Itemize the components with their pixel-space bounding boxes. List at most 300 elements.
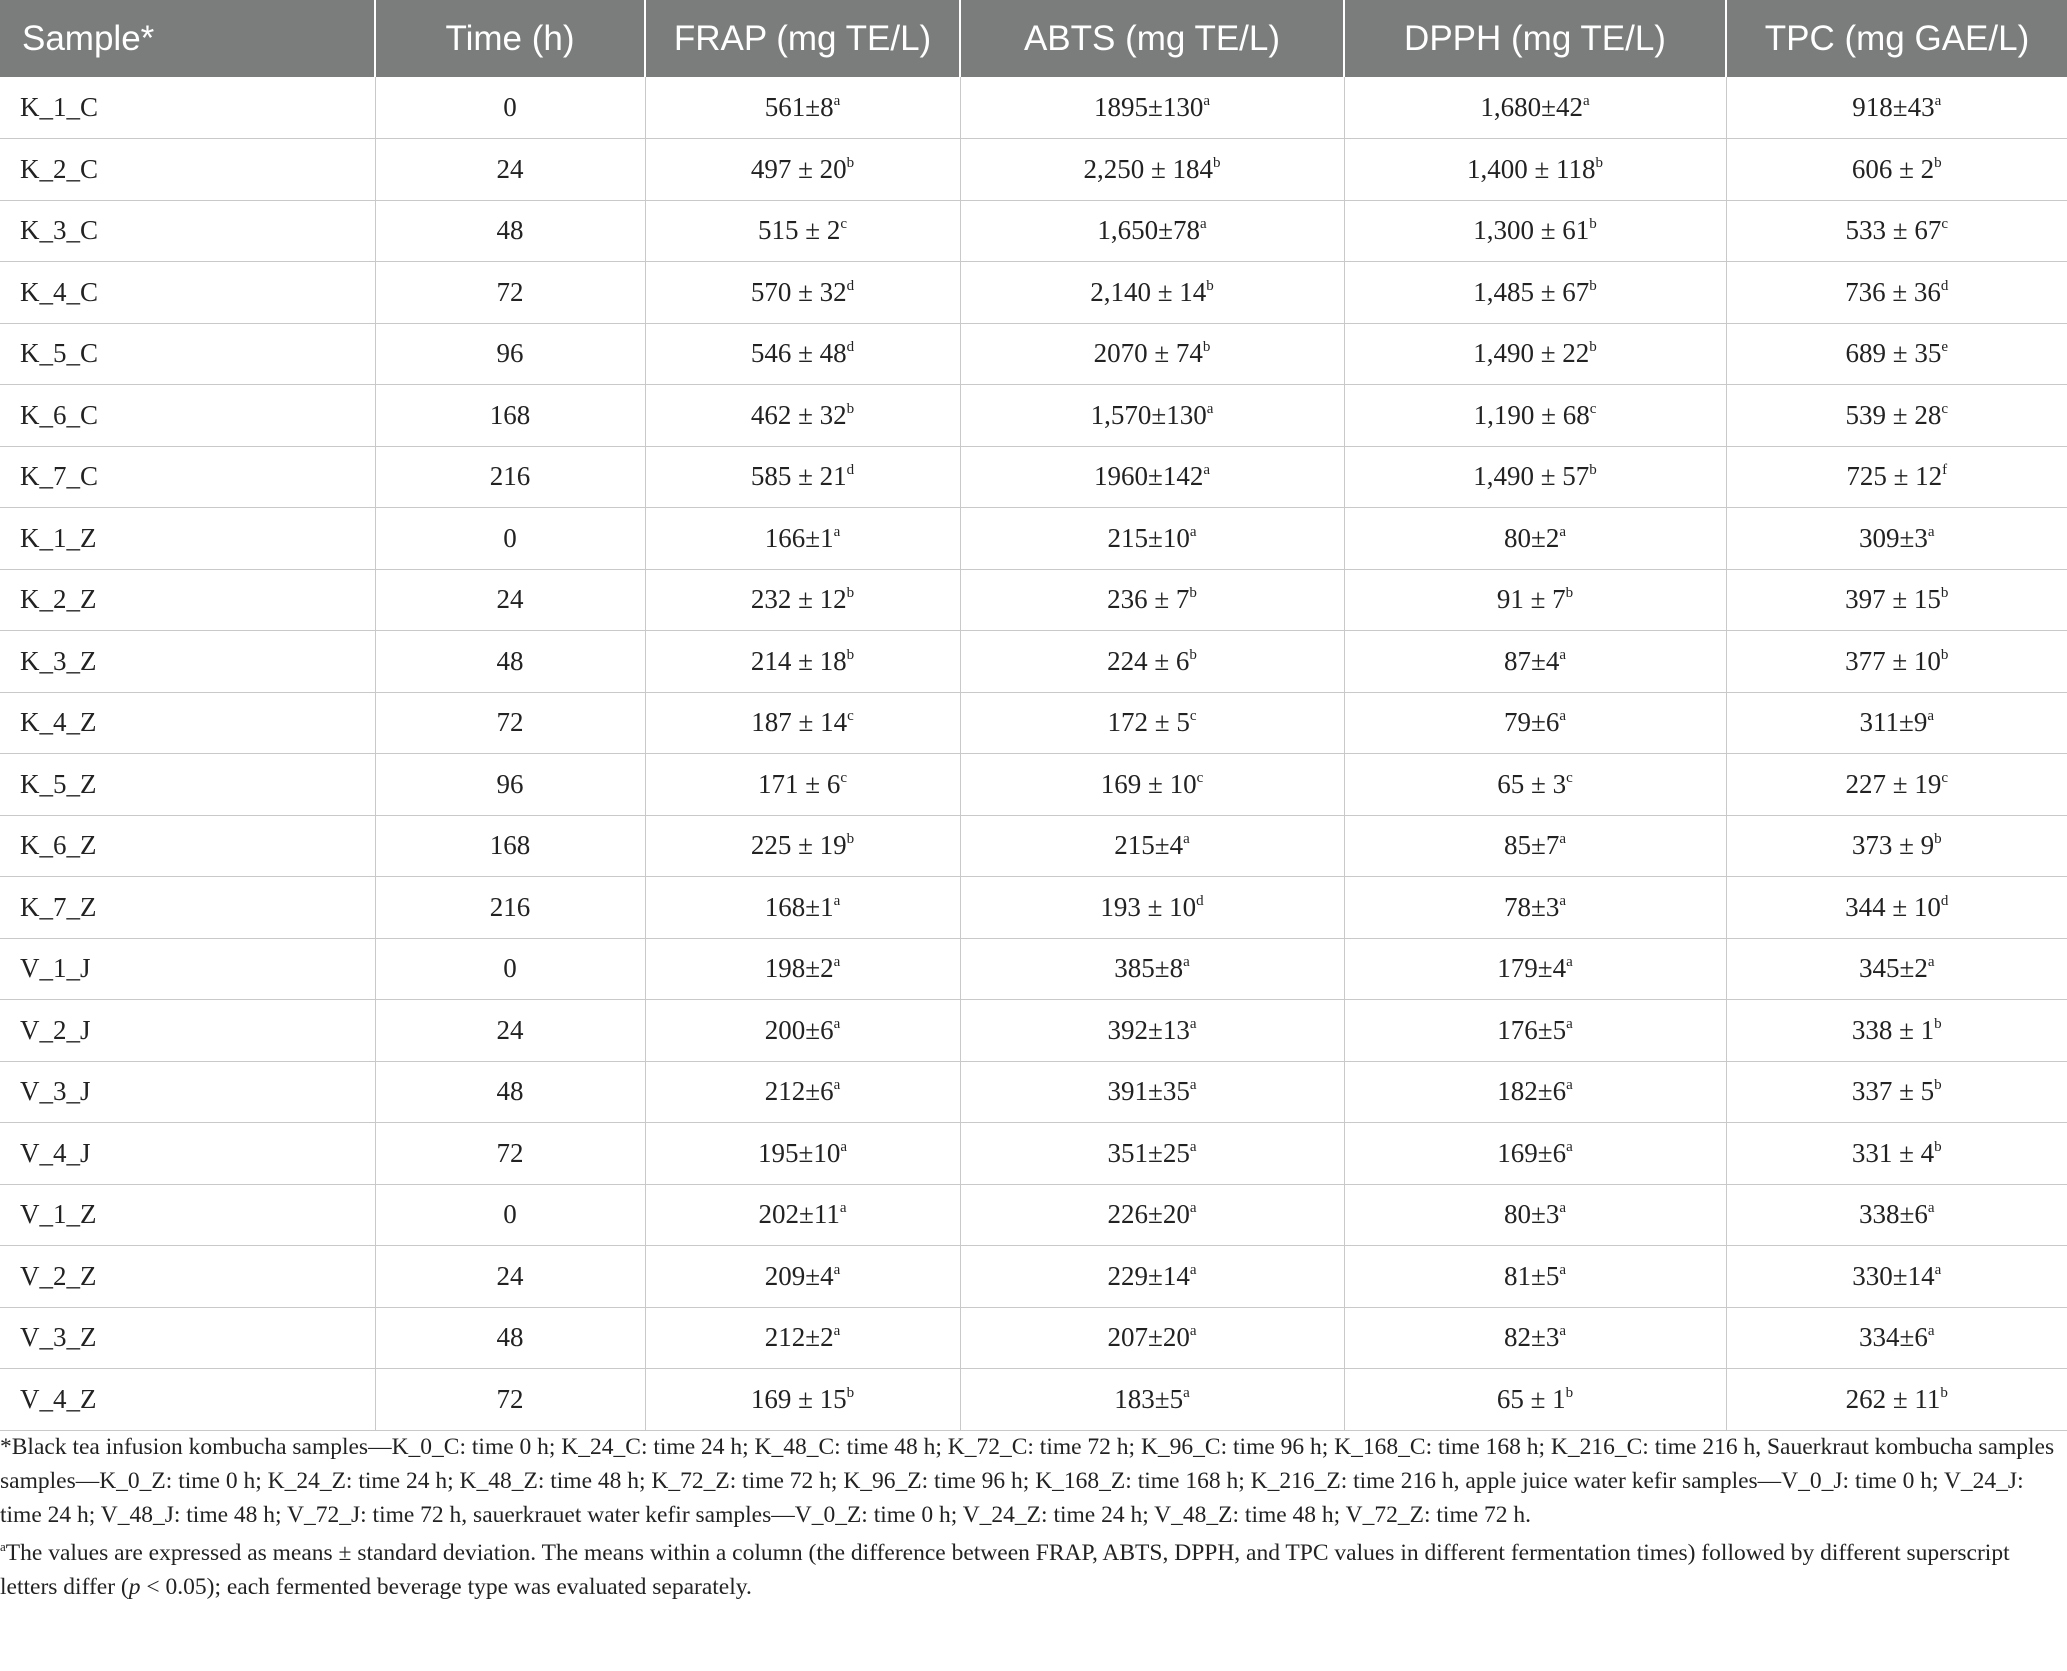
cell-superscript: b	[1202, 339, 1211, 356]
cell-value: 82±3	[1504, 1322, 1560, 1353]
cell-abts	[960, 692, 1344, 754]
cell-value: 2,140 ± 14	[1090, 276, 1207, 307]
cell-superscript: b	[846, 154, 855, 171]
cell-dpph	[1344, 815, 1726, 877]
cell-dpph	[1344, 1369, 1726, 1431]
cell-dpph	[1344, 877, 1726, 939]
cell-value: 570 ± 32	[750, 276, 847, 307]
cell-value: 1,400 ± 118	[1466, 153, 1596, 184]
cell-tpc	[1726, 446, 2067, 508]
cell-superscript: c	[847, 708, 854, 725]
cell-abts	[960, 385, 1344, 447]
cell-superscript: c	[1196, 769, 1204, 786]
cell-value: 392±13	[1107, 1014, 1190, 1045]
cell-superscript: a	[1189, 1138, 1197, 1155]
cell-sample: V_2_J	[0, 1000, 375, 1062]
cell-value: 209±4	[764, 1260, 834, 1291]
cell-superscript: c	[840, 216, 847, 233]
table-row	[0, 692, 2067, 754]
cell-superscript: a	[1566, 1138, 1573, 1155]
footnote-text-b: < 0.05); each fermented beverage type was evaluated separately.	[140, 1574, 752, 1600]
footnote-statistics	[0, 1536, 2055, 1604]
cell-value: 227 ± 19	[1845, 768, 1942, 799]
cell-value: 515 ± 2	[758, 215, 841, 246]
cell-dpph	[1344, 1307, 1726, 1369]
cell-tpc	[1726, 938, 2067, 1000]
cell-sample: V_3_Z	[0, 1307, 375, 1369]
cell-sample: V_1_J	[0, 938, 375, 1000]
cell-dpph	[1344, 1246, 1726, 1308]
cell-tpc	[1726, 1123, 2067, 1185]
table-row	[0, 1061, 2067, 1123]
cell-tpc	[1726, 1184, 2067, 1246]
cell-superscript: b	[1213, 154, 1221, 171]
cell-superscript: f	[1942, 462, 1948, 479]
cell-abts	[960, 1369, 1344, 1431]
cell-superscript: b	[1940, 585, 1949, 602]
cell-value: 224 ± 6	[1107, 645, 1190, 676]
cell-superscript: a	[1189, 1261, 1197, 1278]
cell-value: 79±6	[1504, 707, 1560, 738]
cell-superscript: b	[1934, 1138, 1942, 1155]
table-row	[0, 139, 2067, 201]
cell-superscript: a	[1189, 523, 1197, 540]
cell-tpc	[1726, 692, 2067, 754]
cell-value: 78±3	[1504, 891, 1560, 922]
cell-superscript: b	[846, 400, 855, 417]
cell-superscript: a	[833, 892, 841, 909]
cell-frap	[645, 1000, 960, 1062]
cell-tpc	[1726, 262, 2067, 324]
cell-abts	[960, 1246, 1344, 1308]
cell-value: 215±10	[1107, 522, 1190, 553]
cell-time: 48	[375, 631, 645, 693]
cell-value: 1,490 ± 22	[1473, 338, 1590, 369]
table-header	[0, 0, 2067, 77]
table-row	[0, 569, 2067, 631]
cell-value: 351±25	[1107, 1137, 1190, 1168]
cell-value: 236 ± 7	[1107, 584, 1190, 615]
cell-value: 229±14	[1107, 1260, 1190, 1291]
cell-value: 385±8	[1114, 953, 1184, 984]
cell-time: 168	[375, 385, 645, 447]
cell-frap	[645, 385, 960, 447]
table-row	[0, 385, 2067, 447]
cell-value: 689 ± 35	[1845, 338, 1942, 369]
cell-superscript: a	[1183, 1384, 1190, 1401]
cell-superscript: a	[1183, 831, 1190, 848]
cell-superscript: a	[833, 1077, 841, 1094]
cell-abts	[960, 1000, 1344, 1062]
cell-value: 539 ± 28	[1845, 399, 1942, 430]
header-frap: FRAP (mg TE/L)	[645, 0, 960, 77]
cell-value: 166±1	[764, 522, 834, 553]
cell-value: 334±6	[1859, 1322, 1928, 1353]
cell-value: 462 ± 32	[750, 399, 847, 430]
table-row	[0, 631, 2067, 693]
cell-tpc	[1726, 815, 2067, 877]
cell-value: 171 ± 6	[758, 768, 841, 799]
cell-sample: K_3_Z	[0, 631, 375, 693]
cell-frap	[645, 508, 960, 570]
cell-superscript: a	[1559, 892, 1566, 909]
cell-value: 215±4	[1114, 830, 1184, 861]
table-row	[0, 508, 2067, 570]
header-row	[0, 0, 2067, 77]
cell-superscript: a	[840, 1138, 847, 1155]
cell-superscript: a	[833, 1261, 841, 1278]
cell-superscript: a	[1559, 1323, 1566, 1340]
cell-value: 202±11	[758, 1199, 840, 1230]
cell-value: 169±6	[1497, 1137, 1567, 1168]
cell-value: 918±43	[1852, 92, 1935, 122]
cell-superscript: b	[1565, 585, 1574, 602]
table-row	[0, 200, 2067, 262]
cell-abts	[960, 508, 1344, 570]
cell-superscript: a	[1189, 1200, 1197, 1217]
cell-tpc	[1726, 877, 2067, 939]
cell-superscript: a	[1559, 1261, 1566, 1278]
cell-sample: K_6_Z	[0, 815, 375, 877]
cell-sample: K_5_Z	[0, 754, 375, 816]
cell-sample: V_3_J	[0, 1061, 375, 1123]
cell-superscript: a	[1927, 1200, 1935, 1217]
cell-dpph	[1344, 569, 1726, 631]
cell-superscript: a	[1206, 400, 1214, 417]
table-row	[0, 1123, 2067, 1185]
cell-abts	[960, 200, 1344, 262]
header-tpc: TPC (mg GAE/L)	[1764, 18, 2030, 58]
cell-value: 262 ± 11	[1845, 1383, 1941, 1414]
cell-value: 1,190 ± 68	[1473, 399, 1590, 430]
cell-superscript: b	[1940, 646, 1949, 663]
cell-tpc	[1726, 1000, 2067, 1062]
cell-frap	[645, 877, 960, 939]
cell-time: 96	[375, 754, 645, 816]
cell-superscript: a	[1934, 1261, 1942, 1278]
cell-value: 182±6	[1497, 1076, 1567, 1107]
cell-value: 65 ± 3	[1497, 768, 1567, 799]
header-dpph: DPPH (mg TE/L)	[1344, 0, 1726, 77]
cell-value: 214 ± 18	[750, 645, 847, 676]
cell-frap	[645, 1307, 960, 1369]
header-time: Time (h)	[375, 0, 645, 77]
cell-sample: K_2_C	[0, 139, 375, 201]
cell-superscript: a	[1566, 1015, 1573, 1032]
cell-superscript: a	[1189, 1323, 1197, 1340]
cell-value: 373 ± 9	[1851, 830, 1935, 861]
cell-superscript: a	[1927, 1323, 1935, 1340]
cell-value: 1895±130	[1094, 92, 1204, 122]
cell-value: 169 ± 10	[1100, 768, 1197, 799]
cell-superscript: b	[1934, 1015, 1942, 1032]
cell-sample: K_5_C	[0, 323, 375, 385]
cell-frap	[645, 446, 960, 508]
cell-abts	[960, 754, 1344, 816]
cell-dpph	[1344, 508, 1726, 570]
cell-abts	[960, 1184, 1344, 1246]
cell-superscript: b	[846, 831, 855, 848]
cell-value: 338 ± 1	[1851, 1014, 1935, 1045]
cell-tpc	[1726, 323, 2067, 385]
cell-value: 1,680±42	[1480, 92, 1583, 122]
footnote-marker: a	[0, 1539, 6, 1554]
cell-superscript: c	[1941, 400, 1948, 417]
cell-tpc	[1726, 631, 2067, 693]
cell-superscript: b	[846, 1384, 855, 1401]
cell-superscript: a	[1199, 216, 1207, 233]
cell-abts	[960, 446, 1344, 508]
cell-value: 200±6	[764, 1014, 834, 1045]
table-row	[0, 262, 2067, 324]
cell-value: 87±4	[1504, 645, 1560, 676]
cell-value: 176±5	[1497, 1014, 1567, 1045]
cell-superscript: b	[1206, 277, 1214, 294]
cell-value: 561±8	[764, 92, 834, 122]
cell-tpc	[1726, 1061, 2067, 1123]
cell-sample: V_4_Z	[0, 1369, 375, 1431]
cell-dpph	[1344, 77, 1726, 139]
cell-superscript: c	[1566, 769, 1573, 786]
cell-time: 72	[375, 1369, 645, 1431]
cell-time: 24	[375, 139, 645, 201]
cell-value: 212±6	[764, 1076, 834, 1107]
cell-value: 533 ± 67	[1845, 215, 1942, 246]
cell-time: 72	[375, 692, 645, 754]
cell-frap	[645, 569, 960, 631]
cell-tpc	[1726, 508, 2067, 570]
cell-value: 207±20	[1107, 1322, 1190, 1353]
cell-dpph	[1344, 1061, 1726, 1123]
cell-value: 337 ± 5	[1851, 1076, 1935, 1107]
cell-frap	[645, 1123, 960, 1185]
cell-frap	[645, 1246, 960, 1308]
cell-abts	[960, 262, 1344, 324]
cell-superscript: a	[1927, 523, 1935, 540]
cell-value: 338±6	[1859, 1199, 1928, 1230]
cell-superscript: d	[846, 339, 855, 356]
cell-superscript: a	[1559, 831, 1566, 848]
cell-superscript: c	[1189, 708, 1197, 725]
cell-abts	[960, 938, 1344, 1000]
cell-frap	[645, 262, 960, 324]
cell-sample: V_2_Z	[0, 1246, 375, 1308]
cell-frap	[645, 1061, 960, 1123]
cell-superscript: b	[1589, 216, 1597, 233]
table-row	[0, 1369, 2067, 1431]
cell-value: 183±5	[1114, 1383, 1184, 1414]
cell-value: 606 ± 2	[1851, 153, 1935, 184]
cell-superscript: a	[1582, 93, 1590, 109]
cell-value: 345±2	[1859, 953, 1928, 984]
header-sample: Sample*	[0, 0, 375, 77]
table-row	[0, 323, 2067, 385]
cell-value: 391±35	[1107, 1076, 1190, 1107]
cell-superscript: a	[1559, 1200, 1566, 1217]
cell-value: 2070 ± 74	[1093, 338, 1203, 369]
cell-superscript: c	[1941, 216, 1948, 233]
cell-abts	[960, 569, 1344, 631]
cell-abts	[960, 323, 1344, 385]
cell-superscript: a	[839, 1200, 847, 1217]
cell-sample: K_2_Z	[0, 569, 375, 631]
cell-superscript: a	[1559, 646, 1566, 663]
cell-value: 80±2	[1504, 522, 1560, 553]
cell-superscript: d	[1940, 277, 1949, 294]
cell-superscript: d	[846, 277, 855, 294]
cell-superscript: a	[833, 523, 841, 540]
cell-frap	[645, 1184, 960, 1246]
cell-sample: V_4_J	[0, 1123, 375, 1185]
cell-superscript: e	[1941, 339, 1948, 356]
cell-superscript: a	[1203, 462, 1210, 479]
cell-superscript: c	[840, 769, 847, 786]
cell-superscript: a	[1183, 954, 1190, 971]
cell-superscript: d	[1196, 892, 1204, 909]
cell-dpph	[1344, 323, 1726, 385]
cell-abts	[960, 139, 1344, 201]
cell-superscript: b	[1934, 154, 1942, 171]
cell-sample: K_3_C	[0, 200, 375, 262]
cell-abts	[960, 631, 1344, 693]
cell-tpc	[1726, 139, 2067, 201]
cell-value: 168±1	[764, 891, 834, 922]
cell-time: 0	[375, 77, 645, 139]
cell-time: 48	[375, 200, 645, 262]
cell-time: 96	[375, 323, 645, 385]
cell-value: 1960±142	[1094, 461, 1204, 492]
cell-frap	[645, 692, 960, 754]
cell-sample: K_4_C	[0, 262, 375, 324]
cell-dpph	[1344, 938, 1726, 1000]
cell-frap	[645, 815, 960, 877]
cell-tpc	[1726, 385, 2067, 447]
table-body	[0, 77, 2067, 1430]
cell-dpph	[1344, 1184, 1726, 1246]
cell-superscript: b	[846, 646, 855, 663]
cell-tpc	[1726, 77, 2067, 139]
cell-superscript: b	[1589, 339, 1597, 356]
cell-value: 193 ± 10	[1100, 891, 1197, 922]
cell-tpc	[1726, 1307, 2067, 1369]
cell-superscript: b	[1565, 1384, 1574, 1401]
cell-value: 65 ± 1	[1496, 1383, 1566, 1414]
cell-superscript: a	[833, 93, 841, 109]
cell-time: 48	[375, 1307, 645, 1369]
cell-dpph	[1344, 385, 1726, 447]
footnotes	[0, 1430, 2055, 1608]
cell-frap	[645, 77, 960, 139]
cell-value: 91 ± 7	[1496, 584, 1566, 615]
cell-sample: K_4_Z	[0, 692, 375, 754]
cell-sample: V_1_Z	[0, 1184, 375, 1246]
cell-frap	[645, 938, 960, 1000]
cell-superscript: b	[1934, 1077, 1942, 1094]
cell-time: 24	[375, 1246, 645, 1308]
cell-value: 1,300 ± 61	[1473, 215, 1590, 246]
cell-sample: K_7_C	[0, 446, 375, 508]
table-row	[0, 77, 2067, 139]
cell-abts	[960, 77, 1344, 139]
cell-value: 172 ± 5	[1107, 707, 1190, 738]
cell-value: 377 ± 10	[1845, 645, 1941, 676]
cell-dpph	[1344, 446, 1726, 508]
header-abts: ABTS (mg TE/L)	[960, 0, 1344, 77]
cell-value: 232 ± 12	[750, 584, 847, 615]
cell-value: 1,490 ± 57	[1473, 461, 1590, 492]
cell-value: 736 ± 36	[1845, 276, 1941, 307]
table-row	[0, 754, 2067, 816]
cell-tpc	[1726, 1369, 2067, 1431]
cell-time: 24	[375, 569, 645, 631]
cell-abts	[960, 1123, 1344, 1185]
cell-dpph	[1344, 200, 1726, 262]
cell-superscript: a	[833, 1015, 841, 1032]
cell-tpc	[1726, 754, 2067, 816]
cell-frap	[645, 323, 960, 385]
cell-value: 225 ± 19	[750, 830, 847, 861]
cell-superscript: b	[1589, 462, 1597, 479]
footnote-p-symbol: p	[128, 1574, 141, 1600]
table-row	[0, 938, 2067, 1000]
cell-dpph	[1344, 1000, 1726, 1062]
table-row	[0, 877, 2067, 939]
cell-value: 2,250 ± 184	[1083, 153, 1214, 184]
cell-superscript: b	[1595, 154, 1604, 171]
cell-superscript: b	[1934, 831, 1942, 848]
cell-frap	[645, 631, 960, 693]
cell-time: 168	[375, 815, 645, 877]
cell-sample: K_6_C	[0, 385, 375, 447]
cell-dpph	[1344, 1123, 1726, 1185]
cell-tpc	[1726, 200, 2067, 262]
cell-value: 226±20	[1107, 1199, 1190, 1230]
cell-time: 72	[375, 262, 645, 324]
cell-frap	[645, 754, 960, 816]
cell-dpph	[1344, 262, 1726, 324]
footnote-text-a: The values are expressed as means ± standard deviation. The means within a column (the difference between FRAP, ABTS, DPPH, and TPC values in different fermentation times) followed by different superscript letters differ (	[0, 1540, 2010, 1600]
cell-value: 309±3	[1859, 522, 1928, 553]
table-row	[0, 815, 2067, 877]
cell-time: 216	[375, 446, 645, 508]
cell-value: 81±5	[1504, 1260, 1560, 1291]
table-row	[0, 1246, 2067, 1308]
cell-superscript: a	[1927, 708, 1934, 725]
cell-frap	[645, 139, 960, 201]
cell-value: 198±2	[764, 953, 834, 984]
cell-value: 195±10	[758, 1137, 841, 1168]
cell-abts	[960, 1307, 1344, 1369]
cell-tpc	[1726, 1246, 2067, 1308]
cell-time: 0	[375, 1184, 645, 1246]
cell-sample: K_1_Z	[0, 508, 375, 570]
cell-value: 397 ± 15	[1845, 584, 1941, 615]
cell-sample: K_7_Z	[0, 877, 375, 939]
cell-abts	[960, 815, 1344, 877]
table-row	[0, 1184, 2067, 1246]
cell-value: 1,650±78	[1097, 215, 1200, 246]
cell-superscript: a	[1934, 93, 1942, 109]
table-row	[0, 1307, 2067, 1369]
cell-value: 725 ± 12	[1846, 461, 1943, 492]
cell-value: 80±3	[1504, 1199, 1560, 1230]
cell-value: 330±14	[1852, 1260, 1935, 1291]
cell-superscript: a	[1559, 708, 1566, 725]
cell-sample: K_1_C	[0, 77, 375, 139]
cell-superscript: c	[1941, 769, 1948, 786]
cell-superscript: b	[846, 585, 855, 602]
cell-value: 179±4	[1497, 953, 1567, 984]
